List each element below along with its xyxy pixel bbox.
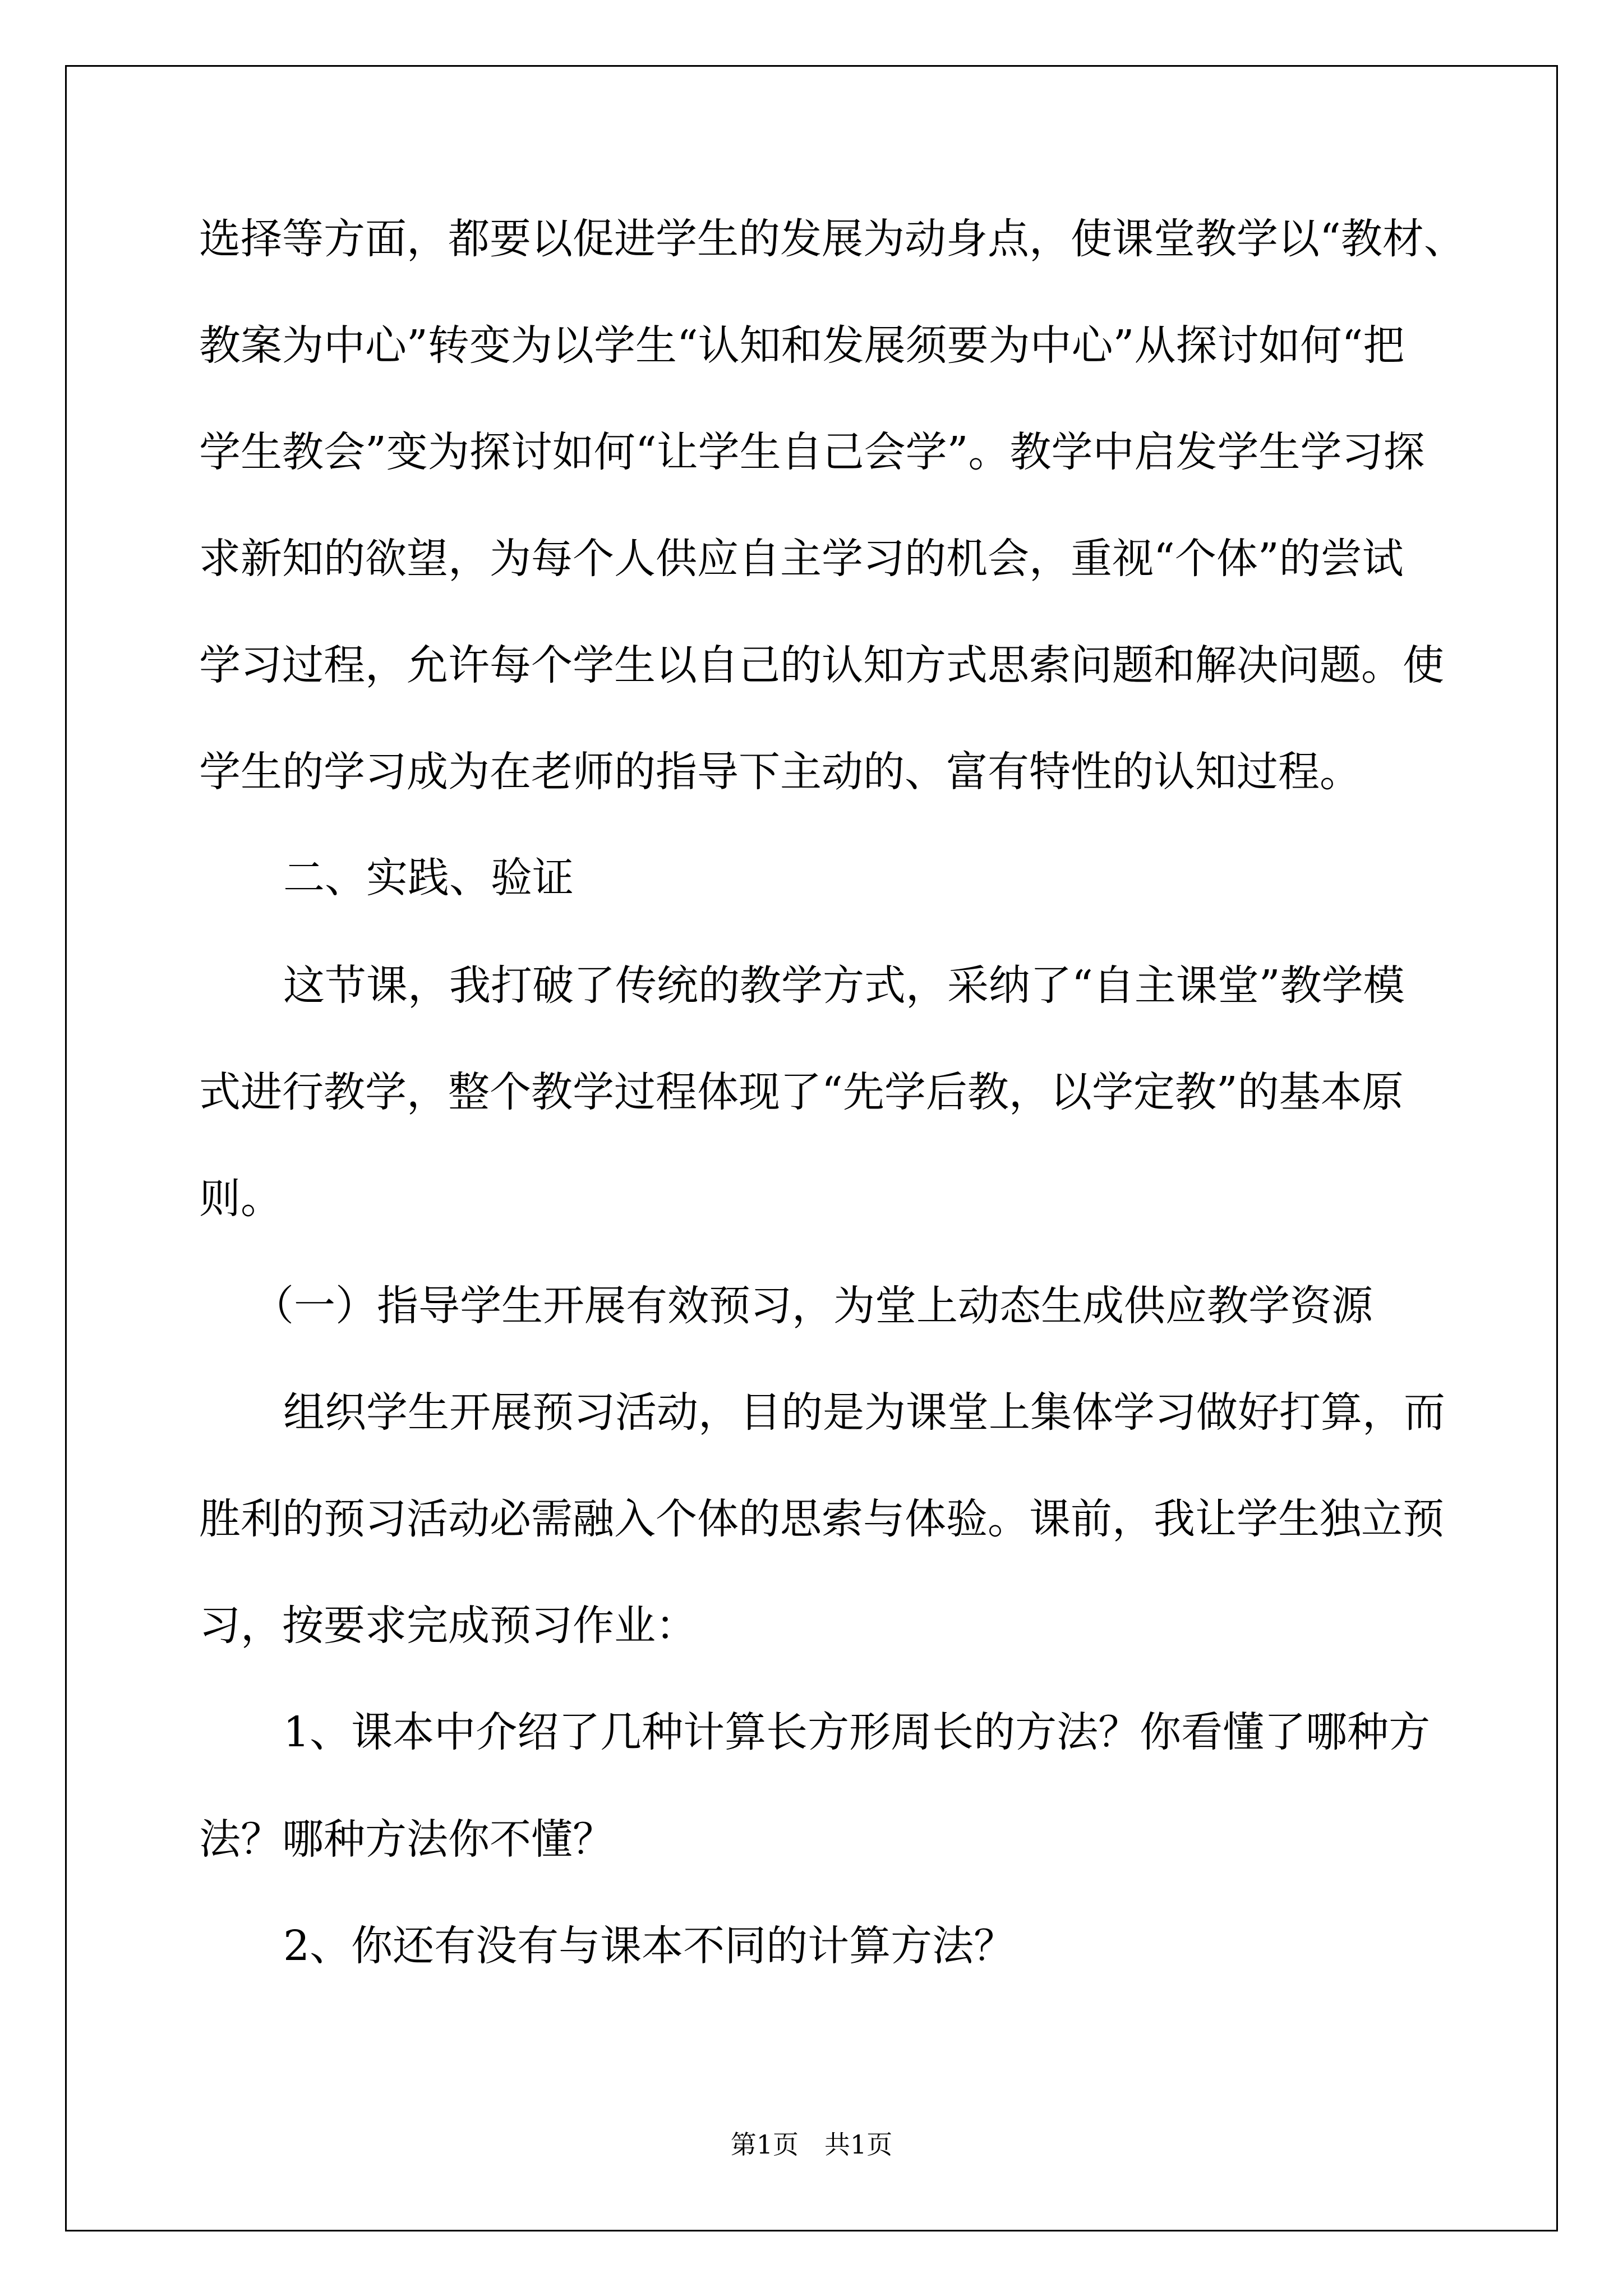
page-footer: 第1页 共1页: [730, 2129, 893, 2160]
section-heading: 二、实践、验证: [283, 854, 574, 902]
text-line: 选择等方面，都要以促进学生的发展为动身点，使课堂教学以“教材、: [199, 215, 1465, 263]
text-line: 则。: [199, 1175, 282, 1223]
text-line: 求新知的欲望，为每个人供应自主学习的机会，重视“个体”的尝试: [199, 535, 1404, 583]
page-frame: [65, 65, 1558, 2231]
text-line: 习，按要求完成预习作业：: [199, 1602, 697, 1650]
text-line: 学生的学习成为在老师的指导下主动的、富有特性的认知过程。: [199, 748, 1361, 796]
list-item-continuation: 法？哪种方法你不懂？: [199, 1815, 614, 1864]
text-line: 教案为中心”转变为以学生“认知和发展须要为中心”从探讨如何“把: [199, 321, 1405, 370]
text-line: 学生教会”变为探讨如何“让学生自己会学”。教学中启发学生学习探: [199, 428, 1425, 476]
text-line: 组织学生开展预习活动，目的是为课堂上集体学习做好打算，而: [283, 1388, 1445, 1437]
list-item: 1、课本中介绍了几种计算长方形周长的方法？你看懂了哪种方: [283, 1708, 1431, 1756]
text-line: 式进行教学，整个教学过程体现了“先学后教，以学定教”的基本原: [199, 1068, 1404, 1116]
list-item: 2、你还有没有与课本不同的计算方法？: [283, 1922, 1016, 1970]
subsection-heading: （一）指导学生开展有效预习，为堂上动态生成供应教学资源: [252, 1282, 1373, 1330]
text-line: 学习过程，允许每个学生以自己的认知方式思索问题和解决问题。使: [199, 641, 1444, 689]
text-line: 这节课，我打破了传统的教学方式，采纳了“自主课堂”教学模: [283, 961, 1405, 1010]
text-line: 胜利的预习活动必需融入个体的思索与体验。课前，我让学生独立预: [199, 1495, 1444, 1543]
